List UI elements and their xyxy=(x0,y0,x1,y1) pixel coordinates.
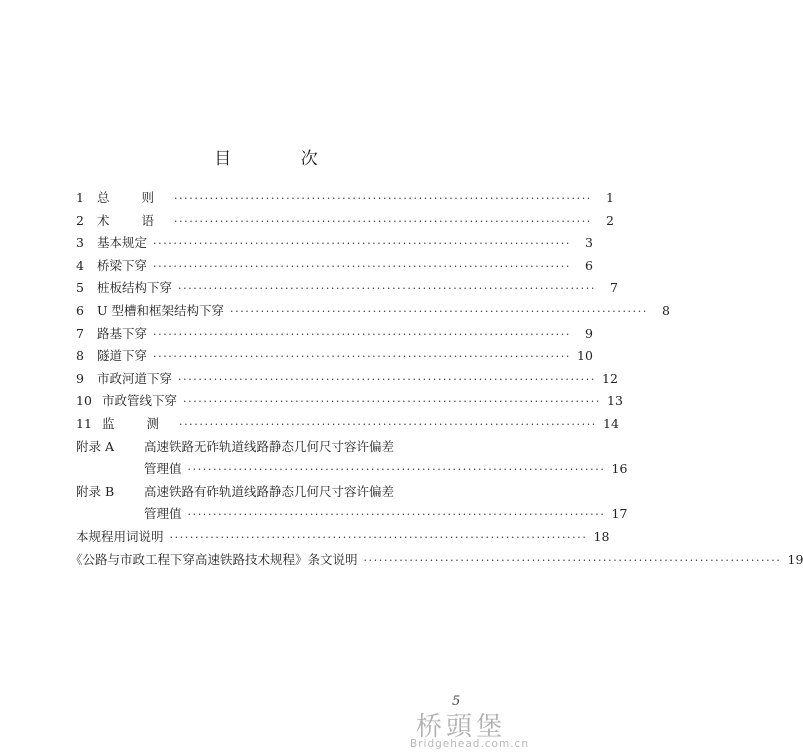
toc-leader: ·················································································· xyxy=(178,372,596,386)
toc-leader: ·················································································· xyxy=(173,214,592,228)
toc-page: 13 xyxy=(607,393,623,409)
toc-leader: ·················································································· xyxy=(187,463,606,477)
toc-leader: ·················································································· xyxy=(187,508,606,522)
page-title: 目 次 xyxy=(214,149,350,169)
page-number: 5 xyxy=(452,694,461,709)
toc-number: 6 xyxy=(76,302,84,318)
toc-leader: ·················································································· xyxy=(363,553,782,567)
toc-label: 管理值 xyxy=(144,506,182,522)
toc-appendix-b[interactable] xyxy=(76,481,472,504)
toc-page: 17 xyxy=(611,506,628,522)
toc-row[interactable] xyxy=(76,323,593,346)
toc-row[interactable] xyxy=(76,413,619,436)
toc-label: 隧道下穿 xyxy=(97,348,148,364)
toc-row[interactable] xyxy=(76,187,614,210)
toc-label: 《公路与市政工程下穿高速铁路技术规程》条文说明 xyxy=(70,551,358,567)
toc-number: 11 xyxy=(76,415,92,431)
toc-label: 监 测 xyxy=(102,415,173,431)
toc-page: 1 xyxy=(605,190,614,205)
toc-leader: ·················································································· xyxy=(230,304,648,318)
toc-row[interactable] xyxy=(76,390,623,413)
toc-leader: ·················································································· xyxy=(153,259,571,273)
toc-label: 总 则 xyxy=(97,190,168,205)
toc-leader: ·················································································· xyxy=(183,395,601,409)
toc-number: 9 xyxy=(76,370,84,386)
toc-number: 8 xyxy=(76,348,84,364)
toc-page: 14 xyxy=(603,415,619,431)
toc-label: 桥梁下穿 xyxy=(97,257,148,273)
toc-appendix-a[interactable] xyxy=(76,436,472,459)
toc-leader: ·················································································· xyxy=(153,237,571,251)
toc-page: 2 xyxy=(605,212,614,228)
toc-leader: ·················································································· xyxy=(169,530,588,544)
toc-row[interactable] xyxy=(76,345,593,368)
toc-row[interactable] xyxy=(76,232,593,255)
toc-leader: ·················································································· xyxy=(178,417,597,431)
toc-row[interactable] xyxy=(76,368,618,391)
toc-label: 市政管线下穿 xyxy=(102,393,178,409)
toc-label: 本规程用词说明 xyxy=(76,528,164,544)
toc-label: 基本规定 xyxy=(97,235,148,251)
toc-number: 5 xyxy=(76,280,84,296)
toc-page: 10 xyxy=(577,348,593,364)
toc-label: 路基下穿 xyxy=(97,325,148,341)
toc-label: 桩板结构下穿 xyxy=(97,280,173,296)
toc-row[interactable] xyxy=(76,300,670,323)
watermark-url: Bridgehead.com.cn xyxy=(410,738,529,750)
toc-page: 7 xyxy=(609,280,618,296)
toc-page: 12 xyxy=(602,370,618,386)
toc-leader: ·················································································· xyxy=(153,350,571,364)
toc-label: 高速铁路无砟轨道线路静态几何尺寸容许偏差 xyxy=(144,438,395,454)
toc-number: 10 xyxy=(76,393,92,409)
toc-page: 8 xyxy=(661,302,670,318)
toc-page: 3 xyxy=(584,235,593,251)
toc-row[interactable] xyxy=(76,277,618,300)
toc-number: 3 xyxy=(76,235,84,251)
toc-leader: ·················································································· xyxy=(173,192,592,205)
toc-label: 术 语 xyxy=(97,212,168,228)
toc-row[interactable] xyxy=(76,526,610,549)
toc-page: 18 xyxy=(593,528,610,544)
toc-row[interactable] xyxy=(76,255,593,278)
toc-number: 4 xyxy=(76,257,84,273)
toc-page: 6 xyxy=(584,257,593,273)
toc-label: 管理值 xyxy=(144,461,182,477)
toc-appendix-b-cont[interactable] xyxy=(76,503,628,526)
toc-appendix-label: 附录 B xyxy=(76,483,115,499)
toc-page: 16 xyxy=(611,461,628,477)
toc-number: 7 xyxy=(76,325,84,341)
toc-number: 1 xyxy=(76,190,84,205)
toc-row[interactable] xyxy=(70,549,803,572)
toc-page: 19 xyxy=(787,551,803,567)
toc-label: U 型槽和框架结构下穿 xyxy=(97,302,225,318)
toc-row[interactable] xyxy=(76,210,614,233)
table-of-contents xyxy=(70,187,803,571)
toc-appendix-a-cont[interactable] xyxy=(76,458,628,481)
toc-appendix-label: 附录 A xyxy=(76,438,115,454)
toc-leader: ·················································································· xyxy=(153,327,571,341)
watermark-logo: 桥頭堡 xyxy=(416,712,507,742)
toc-number: 2 xyxy=(76,212,84,228)
toc-label: 高速铁路有砟轨道线路静态几何尺寸容许偏差 xyxy=(144,483,395,499)
toc-page: 9 xyxy=(584,325,593,341)
toc-leader: ·················································································· xyxy=(178,282,596,296)
toc-label: 市政河道下穿 xyxy=(97,370,173,386)
